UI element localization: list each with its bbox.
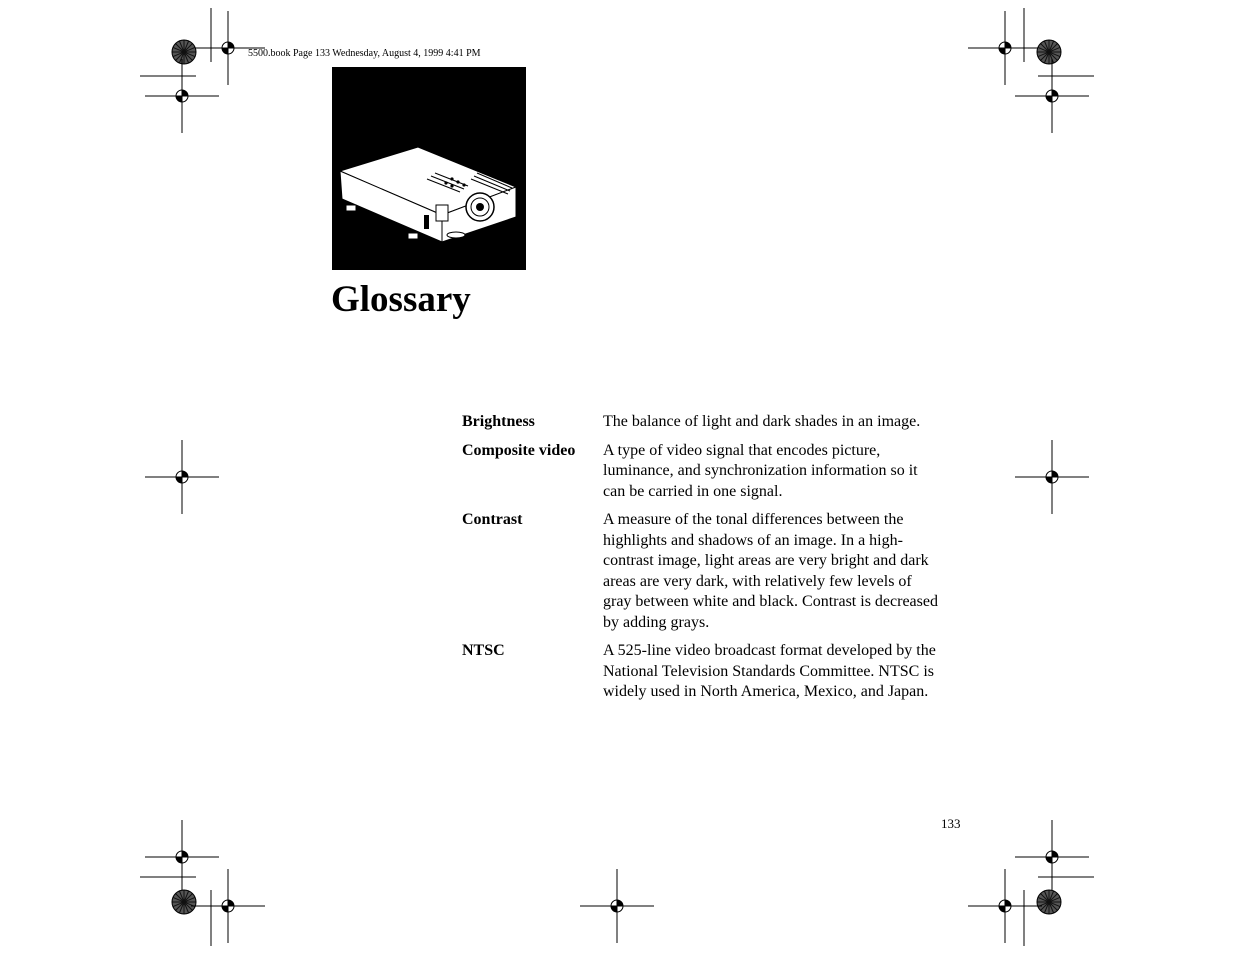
print-header-info: 5500.book Page 133 Wednesday, August 4, 1999 4:41 PM <box>248 48 481 59</box>
registration-mark-icon <box>1015 440 1089 514</box>
registration-mark-icon <box>1015 820 1089 894</box>
color-bar-star-icon <box>1037 890 1061 914</box>
glossary-term: Contrast <box>462 511 523 528</box>
glossary-definition: A measure of the tonal differences between the highlights and shadows of an image. In a high-contrast image, light areas are very bright and dark areas are very dark, with relatively few levels of gray between white and black. Contrast is decreased by adding grays. <box>603 511 938 631</box>
glossary-entry <box>462 441 942 503</box>
registration-mark-icon <box>191 869 265 943</box>
glossary-entry <box>462 641 942 703</box>
projector-illustration <box>332 67 526 270</box>
registration-mark-icon <box>968 11 1042 85</box>
registration-mark-icon <box>145 820 219 894</box>
registration-mark-icon <box>145 440 219 514</box>
color-bar-star-icon <box>1037 40 1061 64</box>
glossary-term: NTSC <box>462 642 505 659</box>
color-bar-star-icon <box>172 890 196 914</box>
glossary-list <box>462 412 942 711</box>
glossary-entry <box>462 412 942 433</box>
registration-mark-icon <box>968 869 1042 943</box>
glossary-term: Brightness <box>462 413 535 430</box>
page-number: 133 <box>941 816 961 831</box>
glossary-entry <box>462 510 942 633</box>
registration-mark-icon <box>145 59 219 133</box>
color-bar-star-icon <box>172 40 196 64</box>
glossary-definition: The balance of light and dark shades in an image. <box>603 413 921 430</box>
registration-mark-icon <box>1015 59 1089 133</box>
glossary-term: Composite video <box>462 441 576 459</box>
glossary-definition: A 525-line video broadcast format developed by the National Television Standards Committee. NTSC is widely used in North America, Mexico, and Japan. <box>603 642 936 700</box>
chapter-title: Glossary <box>331 279 471 320</box>
glossary-definition: A type of video signal that encodes picture, luminance, and synchronization information so it can be carried in one signal. <box>603 441 918 500</box>
registration-mark-icon <box>580 869 654 943</box>
